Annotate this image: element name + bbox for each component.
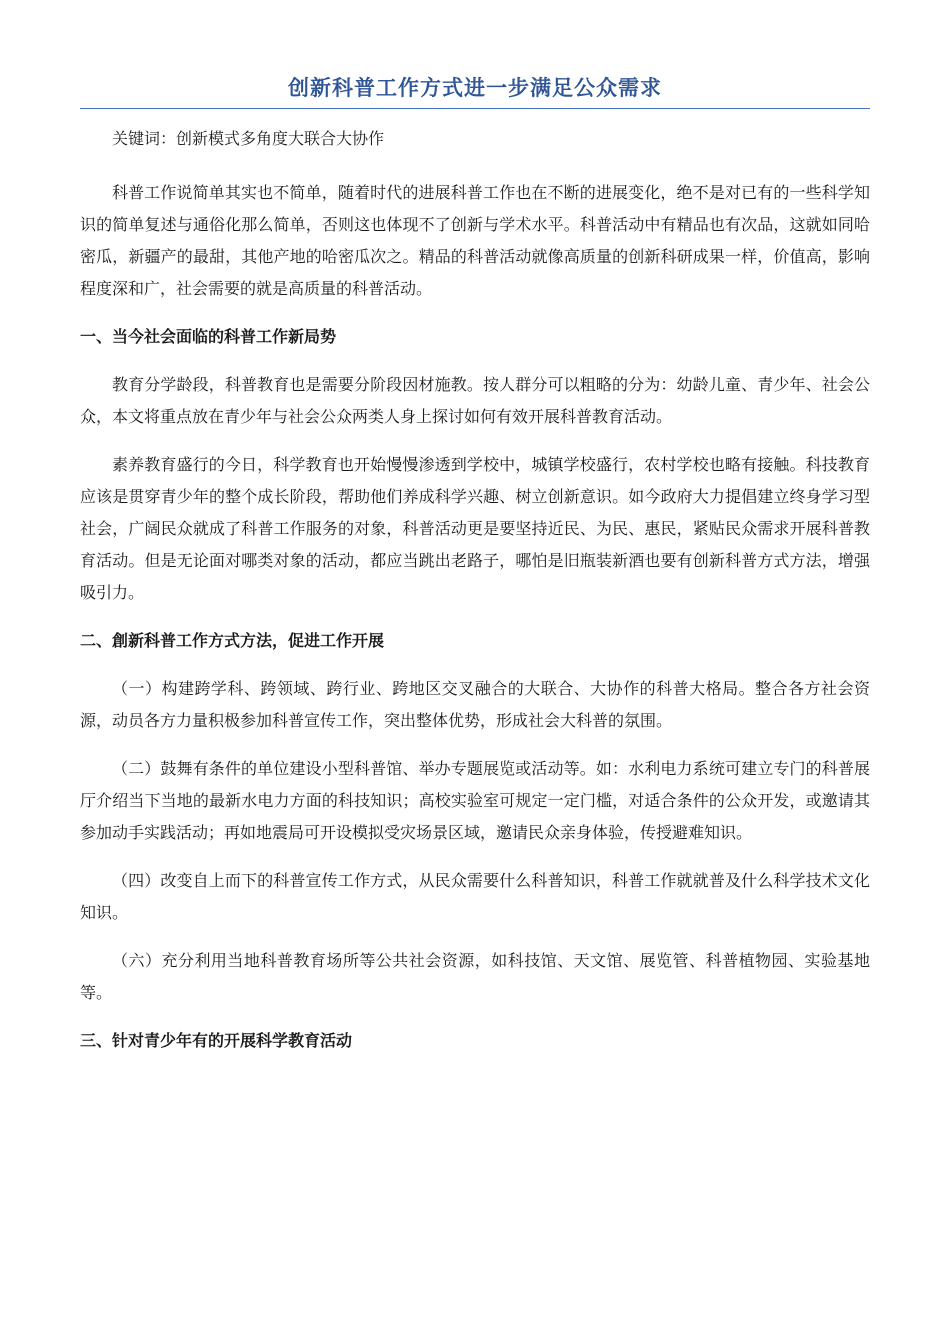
- document-title: 创新科普工作方式进一步满足公众需求: [80, 72, 870, 109]
- document-page: [80, 72, 870, 1057]
- section-2-paragraph-4: （六）充分利用当地科普教育场所等公共社会资源，如科技馆、天文馆、展览管、科普植物园、实验基地等。: [80, 951, 870, 1002]
- section-2-paragraph-2: （二）鼓舞有条件的单位建设小型科普馆、举办专题展览或活动等。如：水利电力系统可建立专门的科普展厅介绍当下当地的最新水电力方面的科技知识；高校实验室可规定一定门槛，对适合条件的公众开发，或邀请其参加动手实践活动；再如地震局可开设模拟受灾场景区域，邀请民众亲身体验，传授避难知识。: [80, 759, 870, 842]
- section-1-paragraph-2: 素养教育盛行的今日，科学教育也开始慢慢渗透到学校中，城镇学校盛行，农村学校也略有接触。科技教育应该是贯穿青少年的整个成长阶段，帮助他们养成科学兴趣、树立创新意识。如今政府大力提倡建立终身学习型社会，广阔民众就成了科普工作服务的对象，科普活动更是要坚持近民、为民、惠民，紧贴民众需求开展科普教育活动。但是无论面对哪类对象的活动，都应当跳出老路子，哪怕是旧瓶装新酒也要有创新科普方式方法，增强吸引力。: [80, 455, 870, 602]
- intro-paragraph: 科普工作说简单其实也不简单，随着时代的进展科普工作也在不断的进展变化，绝不是对已有的一些科学知识的简单复述与通俗化那么简单，否则这也体现不了创新与学术水平。科普活动中有精品也有次品，这就如同哈密瓜，新疆产的最甜，其他产地的哈密瓜次之。精品的科普活动就像高质量的创新科研成果一样，价值高，影响程度深和广，社会需要的就是高质量的科普活动。: [80, 183, 870, 298]
- section-1-heading: 一、当今社会面临的科普工作新局势: [80, 327, 337, 346]
- section-2-heading: 二、創新科普工作方式方法，促进工作开展: [80, 631, 385, 650]
- keywords-line: 关键词：创新模式多角度大联合大协作: [112, 129, 385, 148]
- section-2-paragraph-1: （一）构建跨学科、跨领域、跨行业、跨地区交叉融合的大联合、大协作的科普大格局。整合各方社会资源，动员各方力量积极参加科普宣传工作，突出整体优势，形成社会大科普的氛围。: [80, 679, 870, 730]
- section-1-paragraph-1: 教育分学龄段，科普教育也是需要分阶段因材施教。按人群分可以粗略的分为：幼龄儿童、青少年、社会公众，本文将重点放在青少年与社会公众两类人身上探讨如何有效开展科普教育活动。: [80, 375, 870, 426]
- section-2-paragraph-3: （四）改变自上而下的科普宣传工作方式，从民众需要什么科普知识，科普工作就就普及什么科学技术文化知识。: [80, 871, 870, 922]
- section-3-heading: 三、针对青少年有的开展科学教育活动: [80, 1031, 353, 1050]
